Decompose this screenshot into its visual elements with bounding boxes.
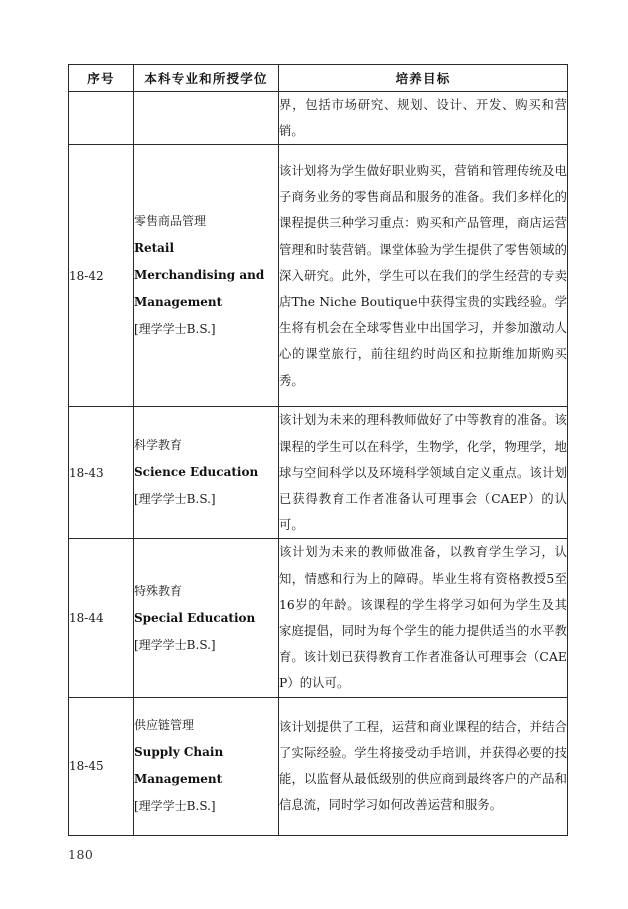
table-row (69, 92, 568, 145)
table-row (69, 697, 568, 835)
goal-text: 界，包括市场研究、规划、设计、开发、购买和营销。 (279, 98, 567, 139)
program-name-cn: 供应链管理 (134, 718, 195, 733)
column-header-goal: 培养目标 (279, 65, 568, 92)
program-name-cn: 科学教育 (134, 438, 183, 453)
program-name-en: Special Education (134, 610, 256, 625)
programs-table (68, 64, 568, 836)
cell-goal (279, 697, 568, 835)
cell-goal (279, 407, 568, 539)
cell-goal (279, 145, 568, 407)
program-degree: [理学学士B.S.] (134, 492, 216, 507)
program-degree: [理学学士B.S.] (134, 637, 216, 652)
goal-text: 该计划提供了工程，运营和商业课程的结合，并结合了实际经验。学生将接受动手培训，并获得必要的技能，以监督从最低级别的供应商到最终客户的产品和信息流，同时学习如何改善运营和服务。 (279, 719, 567, 813)
cell-program (134, 92, 279, 145)
goal-text: 该计划将为学生做好职业购买，营销和管理传统及电子商务业务的零售商品和服务的准备。我们多样化的课程提供三种学习重点：购买和产品管理，商店运营管理和时装营销。课堂体验为学生提供了零售领域的深入研究。此外，学生可以在我们的学生经营的专卖店The Niche Boutique中获得宝贵的实践经验。学生将有机会在全球零售业中出国学习，并参加激动人心的课堂旅行，前往纽约时尚区和拉斯维加斯购买秀。 (279, 163, 567, 388)
cell-serial: 18-44 (69, 539, 134, 697)
cell-serial: 18-45 (69, 697, 134, 835)
program-name-cn: 零售商品管理 (134, 214, 207, 229)
goal-text: 该计划为未来的理科教师做好了中等教育的准备。该课程的学生可以在科学，生物学，化学，物理学，地球与空间科学以及环境科学领域自定义重点。该计划已获得教育工作者准备认可理事会（CAEP）的认可。 (279, 413, 567, 533)
table-header-row (69, 65, 568, 92)
cell-program (134, 539, 279, 697)
column-header-serial: 序号 (69, 65, 134, 92)
program-name-en: Supply Chain Management (134, 745, 224, 787)
program-name-en: Science Education (134, 465, 259, 480)
cell-program (134, 145, 279, 407)
table-row (69, 145, 568, 407)
cell-program (134, 407, 279, 539)
page-number: 180 (68, 847, 94, 862)
cell-program (134, 697, 279, 835)
program-degree: [理学学士B.S.] (134, 322, 216, 337)
program-degree: [理学学士B.S.] (134, 799, 216, 814)
table-row (69, 539, 568, 697)
program-name-en: Retail Merchandising and Management (134, 241, 265, 310)
column-header-program: 本科专业和所授学位 (134, 65, 279, 92)
table-row (69, 407, 568, 539)
cell-goal (279, 539, 568, 697)
cell-serial: 18-42 (69, 145, 134, 407)
cell-serial (69, 92, 134, 145)
goal-text: 该计划为未来的教师做准备，以教育学生学习，认知，情感和行为上的障碍。毕业生将有资格教授5至16岁的年龄。该课程的学生将学习如何为学生及其家庭提倡，同时为每个学生的能力提供适当的水平教育。该计划已获得教育工作者准备认可理事会（CAEP）的认可。 (279, 545, 567, 691)
cell-goal (279, 92, 568, 145)
program-name-cn: 特殊教育 (134, 583, 183, 598)
cell-serial: 18-43 (69, 407, 134, 539)
